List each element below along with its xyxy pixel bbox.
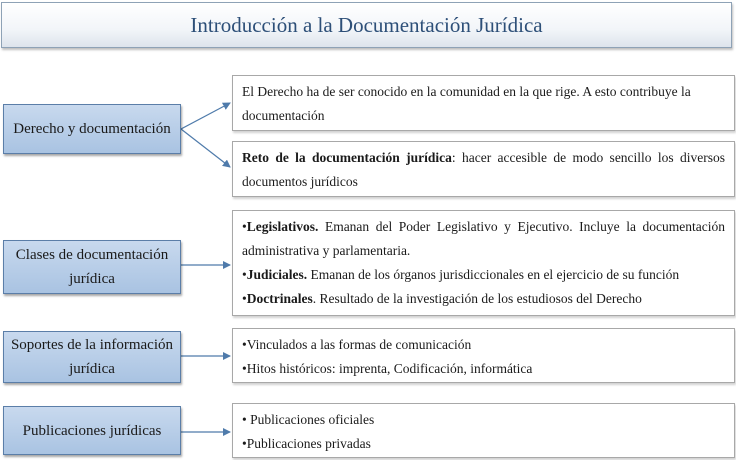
list-item: •Judiciales. Emanan de los órganos jurisdiccionales en el ejercicio de su función [242, 267, 680, 282]
info-box-publicaciones [232, 403, 735, 458]
connector-derecho-to-box-2 [181, 129, 230, 167]
category-label: Publicaciones jurídicas [22, 422, 162, 439]
list-item: •Hitos históricos: imprenta, Codificación, informática [242, 361, 533, 376]
category-label: Soportes de la información jurídica [10, 337, 174, 377]
connector-derecho-to-box-1 [181, 103, 230, 129]
info-text: Reto de la documentación jurídica: hacer accesible de modo sencillo los diversos documentos jurídicos [242, 150, 725, 189]
category-label: Derecho y documentación [13, 121, 171, 137]
info-box-soportes [232, 328, 735, 383]
info-box-derecho-2 [232, 141, 735, 197]
diagram-title-box [1, 2, 732, 48]
category-publicaciones [3, 406, 181, 455]
list-item: •Publicaciones privadas [242, 436, 371, 451]
list-item: •Vinculados a las formas de comunicación [242, 337, 472, 352]
category-clases-de-documentacion [3, 240, 181, 294]
category-derecho-y-documentacion [3, 104, 181, 154]
list-item: • Publicaciones oficiales [242, 412, 375, 427]
bold-term: Reto de la documentación jurídica [242, 150, 452, 165]
category-soportes [3, 331, 181, 383]
bold-term: Judiciales. [246, 267, 308, 282]
info-text: El Derecho ha de ser conocido en la comunidad en la que rige. A esto contribuye la documentación [242, 84, 691, 123]
list-item: •Doctrinales. Resultado de la investigación de los estudiosos del Derecho [242, 291, 642, 306]
category-label: Clases de documentación jurídica [15, 247, 169, 287]
bold-term: Legislativos. [246, 219, 319, 234]
info-box-derecho-1 [232, 75, 735, 131]
list-item: •Legislativos. Emanan del Poder Legislativo y Ejecutivo. Incluye la documentación administrativa y parlamentaria. [242, 219, 725, 258]
diagram-title: Introducción a la Documentación Jurídica [190, 12, 543, 37]
bold-term: Doctrinales [246, 291, 313, 306]
info-box-clases [232, 210, 735, 316]
